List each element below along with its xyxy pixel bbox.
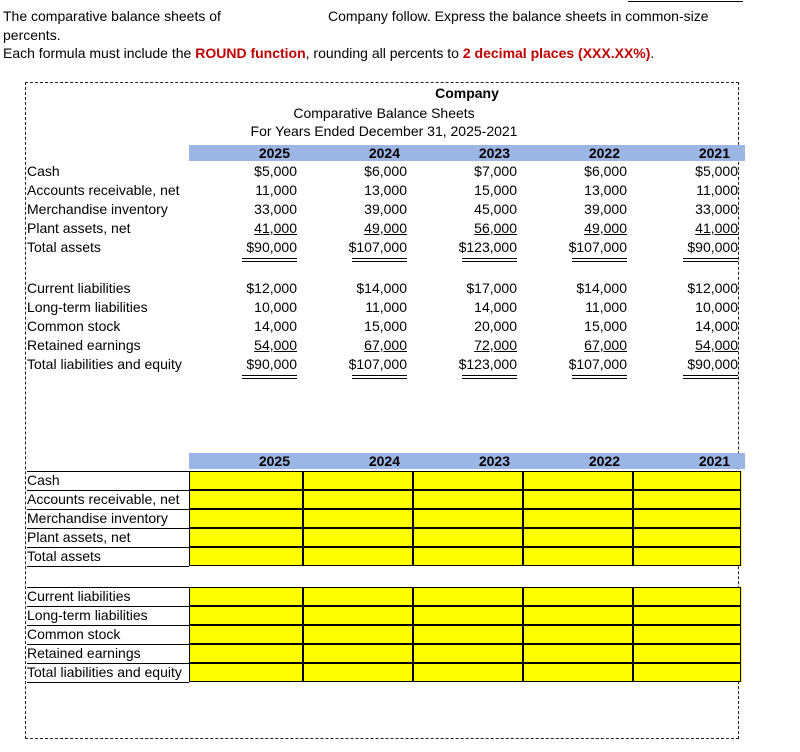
asset-value-2-2: 45,000: [474, 201, 517, 217]
year-header-2025: 2025: [258, 145, 290, 161]
cs-liab-input-4-3[interactable]: [523, 663, 633, 682]
cs-asset-input-1-1[interactable]: [303, 490, 413, 509]
cs-label-gridline-1-2: [27, 625, 189, 626]
cs-asset-input-0-1[interactable]: [303, 471, 413, 490]
cs-liab-input-4-2[interactable]: [413, 663, 523, 682]
asset-value-0-1: $6,000: [364, 163, 407, 179]
asset-value-1-0: 11,000: [255, 182, 297, 198]
asset-value-3-3: 49,000: [584, 220, 627, 236]
cs-label-gridline-1-0: [27, 587, 189, 588]
cs-liab-label-0: Current liabilities: [27, 588, 131, 604]
cs-asset-input-0-4[interactable]: [633, 471, 741, 490]
cs-asset-input-0-0[interactable]: [189, 471, 303, 490]
liab-total-underline-0: [242, 375, 297, 379]
cs-liab-label-2: Common stock: [27, 626, 121, 642]
liab-label-2: Common stock: [27, 318, 121, 334]
cs-asset-input-1-2[interactable]: [413, 490, 523, 509]
cs-asset-left-border: [189, 471, 190, 566]
cs-liab-input-2-4[interactable]: [633, 625, 741, 644]
cs-liab-input-4-4[interactable]: [633, 663, 741, 682]
cs-label-gridline-1-3: [27, 644, 189, 645]
cs-asset-input-4-4[interactable]: [633, 547, 741, 566]
cs-asset-input-2-4[interactable]: [633, 509, 741, 528]
asset-value-0-4: $5,000: [695, 163, 738, 179]
liab-total-underline-1: [352, 375, 407, 379]
cs-asset-label-4: Total assets: [27, 548, 101, 564]
cs-liab-input-1-1[interactable]: [303, 606, 413, 625]
liab-value-4-1: $107,000: [348, 356, 407, 372]
asset-value-0-2: $7,000: [474, 163, 517, 179]
cs-year-header-2025: 2025: [258, 453, 290, 469]
asset-value-1-1: 13,000: [364, 182, 407, 198]
liab-value-1-0: 10,000: [254, 299, 297, 315]
asset-label-0: Cash: [27, 163, 60, 179]
cs-asset-input-3-1[interactable]: [303, 528, 413, 547]
liab-label-0: Current liabilities: [27, 280, 131, 296]
cs-asset-input-3-2[interactable]: [413, 528, 523, 547]
cs-liab-input-2-3[interactable]: [523, 625, 633, 644]
cs-label-gridline-0-4: [27, 547, 189, 548]
liab-value-3-0: 54,000: [254, 337, 297, 353]
asset-value-4-1: $107,000: [348, 239, 407, 255]
cs-asset-input-2-3[interactable]: [523, 509, 633, 528]
asset-value-4-0: $90,000: [246, 239, 297, 255]
asset-value-1-3: 13,000: [584, 182, 627, 198]
asset-value-3-4: 41,000: [695, 220, 738, 236]
cs-liab-input-0-1[interactable]: [303, 587, 413, 606]
liab-value-0-1: $14,000: [356, 280, 407, 296]
asset-total-underline-1: [352, 258, 407, 262]
liab-label-3: Retained earnings: [27, 337, 141, 353]
liab-value-4-2: $123,000: [458, 356, 517, 372]
cs-liab-input-3-2[interactable]: [413, 644, 523, 663]
liab-value-4-0: $90,000: [246, 356, 297, 372]
cs-liab-input-0-2[interactable]: [413, 587, 523, 606]
asset-value-4-3: $107,000: [568, 239, 627, 255]
cs-liab-input-1-4[interactable]: [633, 606, 741, 625]
cs-liab-input-1-3[interactable]: [523, 606, 633, 625]
cs-liab-input-3-1[interactable]: [303, 644, 413, 663]
cs-asset-input-4-1[interactable]: [303, 547, 413, 566]
asset-total-underline-3: [572, 258, 627, 262]
asset-label-1: Accounts receivable, net: [27, 182, 180, 198]
cs-asset-input-2-2[interactable]: [413, 509, 523, 528]
year-header-2023: 2023: [478, 145, 510, 161]
liab-value-3-4: 54,000: [695, 337, 738, 353]
cs-asset-input-3-3[interactable]: [523, 528, 633, 547]
cs-liab-input-0-3[interactable]: [523, 587, 633, 606]
asset-value-1-4: 11,000: [696, 182, 738, 198]
liab-value-1-3: 11,000: [585, 299, 627, 315]
company-name-blank: [628, 1, 743, 2]
liab-value-0-0: $12,000: [246, 280, 297, 296]
cs-label-gridline-1-4: [27, 663, 189, 664]
liab-value-3-3: 67,000: [584, 337, 627, 353]
cs-asset-label-3: Plant assets, net: [27, 529, 131, 545]
liab-total-underline-4: [683, 375, 738, 379]
cs-asset-input-4-2[interactable]: [413, 547, 523, 566]
cs-liab-input-0-4[interactable]: [633, 587, 741, 606]
asset-total-underline-0: [242, 258, 297, 262]
asset-value-0-3: $6,000: [584, 163, 627, 179]
asset-value-3-0: 41,000: [254, 220, 297, 236]
asset-total-underline-4: [683, 258, 738, 262]
cs-label-gridline-0-3: [27, 528, 189, 529]
cs-liab-input-3-0[interactable]: [189, 644, 303, 663]
asset-value-2-1: 39,000: [364, 201, 407, 217]
cs-year-header-2023: 2023: [478, 453, 510, 469]
liab-value-0-2: $17,000: [466, 280, 517, 296]
round-function-emphasis: ROUND function: [195, 45, 306, 61]
cs-asset-input-3-0[interactable]: [189, 528, 303, 547]
liab-value-1-4: 10,000: [695, 299, 738, 315]
cs-liab-input-4-1[interactable]: [303, 663, 413, 682]
liab-value-2-0: 14,000: [254, 318, 297, 334]
liab-label-1: Long-term liabilities: [27, 299, 148, 315]
cs-asset-label-1: Accounts receivable, net: [27, 491, 180, 507]
liab-value-0-3: $14,000: [576, 280, 627, 296]
year-header-2022: 2022: [588, 145, 620, 161]
cs-asset-input-1-3[interactable]: [523, 490, 633, 509]
instruction-line1a: The comparative balance sheets of: [3, 8, 221, 24]
cs-year-header-2024: 2024: [368, 453, 400, 469]
cs-label-gridline-1-5: [27, 682, 189, 683]
cs-asset-label-2: Merchandise inventory: [27, 510, 168, 526]
asset-label-4: Total assets: [27, 239, 101, 255]
statement-period: For Years Ended December 31, 2025-2021: [250, 123, 518, 139]
cs-liab-left-border: [189, 587, 190, 682]
instruction-line3: Each formula must include the ROUND function, rounding all percents to 2 decimal places (XXX.XX%).: [3, 45, 655, 61]
cs-label-gridline-0-1: [27, 490, 189, 491]
cs-asset-input-4-3[interactable]: [523, 547, 633, 566]
cs-liab-input-3-4[interactable]: [633, 644, 741, 663]
liab-total-underline-2: [462, 375, 517, 379]
liab-total-underline-3: [572, 375, 627, 379]
cs-asset-label-0: Cash: [27, 472, 60, 488]
liab-value-0-4: $12,000: [687, 280, 738, 296]
liab-value-4-4: $90,000: [687, 356, 738, 372]
cs-asset-input-1-0[interactable]: [189, 490, 303, 509]
cs-year-header-2022: 2022: [588, 453, 620, 469]
liab-value-2-1: 15,000: [364, 318, 407, 334]
year-header-2024: 2024: [368, 145, 400, 161]
asset-value-3-2: 56,000: [474, 220, 517, 236]
liab-value-4-3: $107,000: [568, 356, 627, 372]
cs-label-gridline-0-2: [27, 509, 189, 510]
cs-liab-input-1-2[interactable]: [413, 606, 523, 625]
liab-label-4: Total liabilities and equity: [27, 356, 182, 372]
statement-subtitle: Comparative Balance Sheets: [293, 105, 475, 121]
asset-value-4-4: $90,000: [687, 239, 738, 255]
cs-liab-input-0-0[interactable]: [189, 587, 303, 606]
liab-value-1-1: 11,000: [365, 299, 407, 315]
cs-asset-input-0-2[interactable]: [413, 471, 523, 490]
cs-liab-label-3: Retained earnings: [27, 645, 141, 661]
cs-liab-input-4-0[interactable]: [189, 663, 303, 682]
decimal-places-emphasis: 2 decimal places (XXX.XX%): [462, 45, 651, 61]
asset-value-4-2: $123,000: [458, 239, 517, 255]
cs-asset-input-3-4[interactable]: [633, 528, 741, 547]
cs-asset-input-1-4[interactable]: [633, 490, 741, 509]
instruction-line1b: Company follow. Express the balance sheets in common-size: [328, 8, 709, 24]
asset-value-2-3: 39,000: [584, 201, 627, 217]
liab-value-3-2: 72,000: [474, 337, 517, 353]
cs-liab-input-2-2[interactable]: [413, 625, 523, 644]
year-header-2021: 2021: [698, 145, 730, 161]
liab-value-3-1: 67,000: [364, 337, 407, 353]
liab-value-2-4: 14,000: [695, 318, 738, 334]
liab-value-2-3: 15,000: [584, 318, 627, 334]
asset-value-1-2: 15,000: [474, 182, 517, 198]
cs-liab-input-1-0[interactable]: [189, 606, 303, 625]
cs-year-header-2021: 2021: [698, 453, 730, 469]
company-title: Company: [435, 85, 499, 101]
instruction-line2: percents.: [3, 27, 61, 43]
asset-value-3-1: 49,000: [364, 220, 407, 236]
liab-value-2-2: 20,000: [474, 318, 517, 334]
cs-asset-input-4-0[interactable]: [189, 547, 303, 566]
asset-total-underline-2: [462, 258, 517, 262]
cs-label-gridline-0-0: [27, 471, 189, 472]
asset-value-2-0: 33,000: [254, 201, 297, 217]
asset-value-0-0: $5,000: [254, 163, 297, 179]
cs-label-gridline-0-5: [27, 566, 189, 567]
cs-liab-label-4: Total liabilities and equity: [27, 664, 182, 680]
cs-asset-input-2-1[interactable]: [303, 509, 413, 528]
cs-asset-input-2-0[interactable]: [189, 509, 303, 528]
cs-liab-input-2-0[interactable]: [189, 625, 303, 644]
cs-liab-input-3-3[interactable]: [523, 644, 633, 663]
cs-label-gridline-1-1: [27, 606, 189, 607]
asset-label-2: Merchandise inventory: [27, 201, 168, 217]
liab-value-1-2: 14,000: [474, 299, 517, 315]
cs-asset-input-0-3[interactable]: [523, 471, 633, 490]
cs-liab-input-2-1[interactable]: [303, 625, 413, 644]
asset-label-3: Plant assets, net: [27, 220, 131, 236]
asset-value-2-4: 33,000: [695, 201, 738, 217]
cs-liab-label-1: Long-term liabilities: [27, 607, 148, 623]
